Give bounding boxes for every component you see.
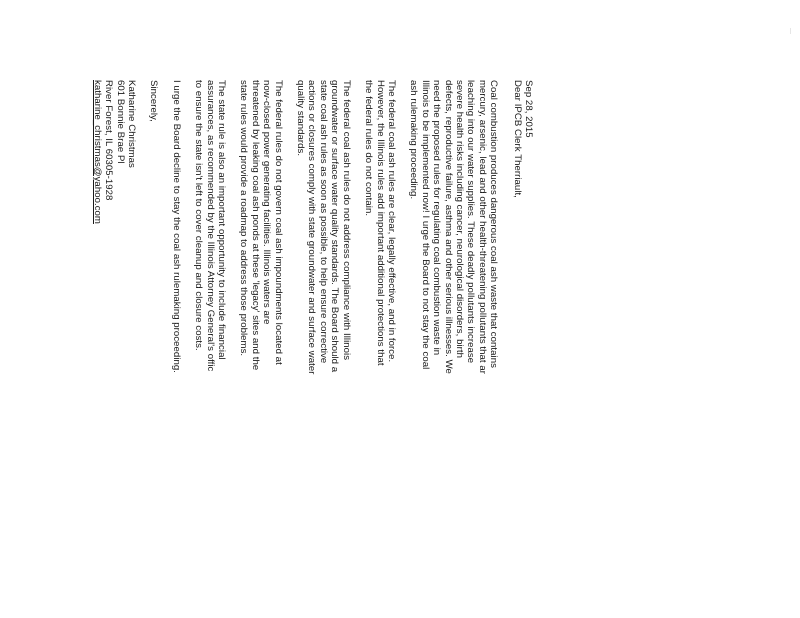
text-line: threatened by leaking coal ash ponds at these 'legacy' sites and the bbox=[249, 80, 261, 371]
paragraph-1 bbox=[408, 80, 499, 600]
text-line: The federal coal ash rules are clear, legally effective, and in force. bbox=[385, 80, 397, 363]
paragraph-2 bbox=[363, 80, 397, 600]
text-line: defects, reproductive failure, asthma and other serious illnesses. We bbox=[442, 80, 454, 374]
text-line: groundwater or surface water quality standards. The Board should a bbox=[329, 80, 341, 373]
text-line: The federal coal ash rules do not address compliance with Illinois bbox=[340, 80, 352, 361]
text-line: actions or closures comply with state groundwater and surface water bbox=[306, 80, 318, 375]
text-line: ash rulemaking proceeding. bbox=[408, 80, 420, 200]
signature-street: 601 Bonnie Brae Pl bbox=[114, 80, 126, 164]
text-line: need the proposed rules for regulating coal combustion waste in bbox=[431, 80, 443, 356]
signature-city: River Forest, IL 60305-1928 bbox=[103, 80, 115, 201]
signature-email-link[interactable]: katharine_christmas@yahoo.com bbox=[91, 80, 103, 224]
paragraph-6 bbox=[170, 80, 181, 600]
text-line: assurances, as recommended by the Illinois Attorney General's offic bbox=[204, 80, 216, 372]
text-line: However, the Illinois rules add important additional protections that bbox=[374, 80, 386, 366]
signature-name: Katharine Christmas bbox=[126, 80, 138, 168]
text-line: Illinois to be implemented now! I urge the Board to not stay the coal bbox=[419, 80, 431, 370]
text-line: quality standards. bbox=[295, 80, 307, 157]
text-line: I urge the Board decline to stay the coal ash rulemaking proceeding. bbox=[170, 80, 182, 373]
text-line: state coal ash rules as soon as possible, to help ensure corrective bbox=[317, 80, 329, 364]
text-line: state rules would provide a roadmap to address those problems. bbox=[238, 80, 250, 357]
paragraph-4 bbox=[238, 80, 284, 600]
text-line: now-closed power generating facilities. Illinois waters are bbox=[261, 80, 273, 325]
letter-salutation: Dear IPCB Clerk Therriault, bbox=[511, 80, 523, 198]
paragraph-3 bbox=[295, 80, 352, 600]
text-line: The federal rules do not govern coal ash impoundments located at bbox=[272, 80, 284, 365]
text-line: mercury, arsenic, lead and other health-threatening pollutants that ar bbox=[476, 80, 488, 374]
paragraph-5 bbox=[193, 80, 227, 600]
scan-speck bbox=[790, 28, 791, 34]
letter-closing: Sincerely, bbox=[148, 80, 160, 122]
letter-date: Sep 28, 2015 bbox=[523, 80, 534, 138]
text-line: to ensure the state isn't left to cover cleanup and closure costs. bbox=[193, 80, 205, 351]
text-line: severe health risks including cancer, neurological disorders, birth bbox=[453, 80, 465, 358]
text-line: leaching into our water supplies. These deadly pollutants increase bbox=[465, 80, 477, 364]
text-line: The state rule is also an important opportunity to include financial bbox=[216, 80, 228, 360]
text-line: Coal combustion produces dangerous coal ash waste that contains bbox=[488, 80, 500, 368]
text-line: the federal rules do not contain. bbox=[363, 80, 375, 217]
letter-body bbox=[91, 80, 534, 600]
signature-block bbox=[91, 80, 137, 600]
